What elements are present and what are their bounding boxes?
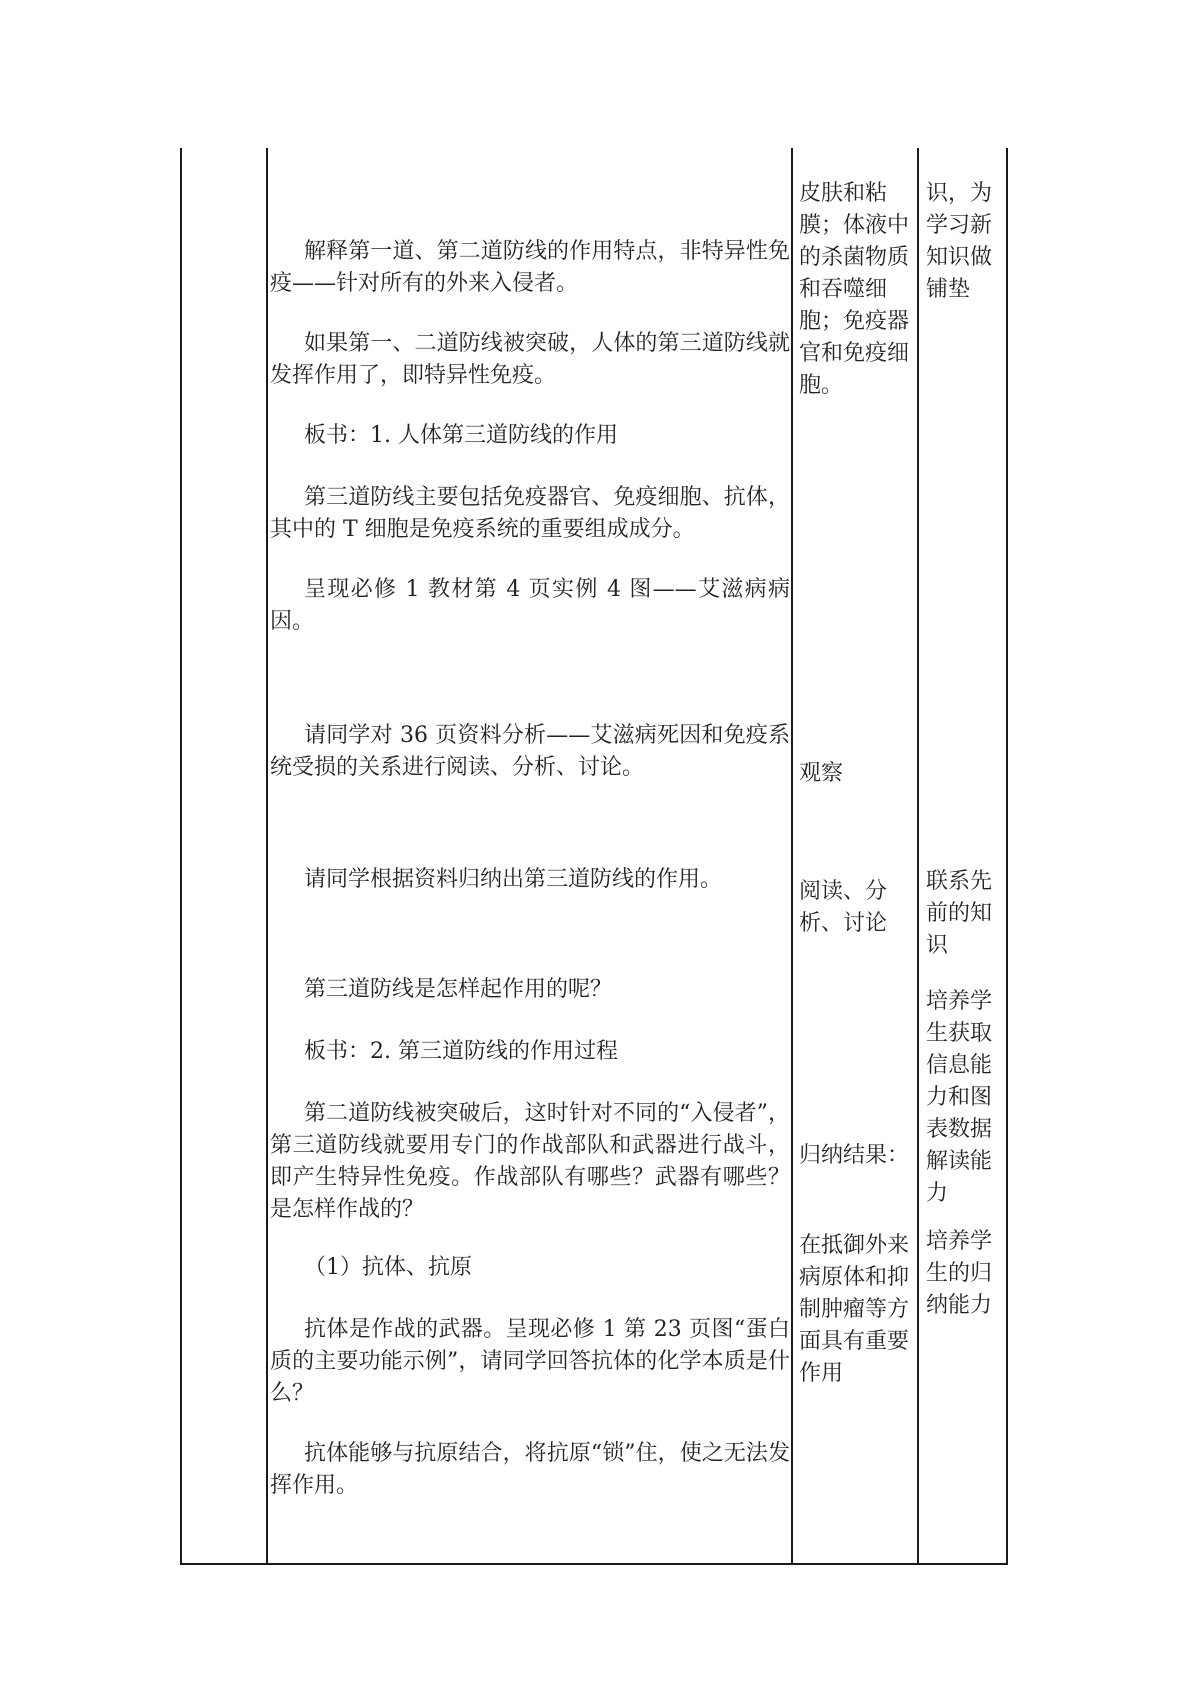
teacher-paragraph-summarize: 请同学根据资料归纳出第三道防线的作用。 bbox=[304, 867, 723, 892]
table-border-col1 bbox=[266, 148, 268, 1565]
teacher-paragraph-board-note-1: 板书：1. 人体第三道防线的作用 bbox=[304, 423, 618, 448]
table-border-col2 bbox=[791, 148, 793, 1565]
intent-induction-skills: 培养学生的归纳能力 bbox=[926, 1229, 993, 1318]
table-border-col3 bbox=[917, 148, 919, 1565]
teacher-paragraph-board-note-2: 板书：2. 第三道防线的作用过程 bbox=[304, 1039, 618, 1064]
teacher-paragraph-third-defense-parts: 第三道防线主要包括免疫器官、免疫细胞、抗体，其中的 T 细胞是免疫系统的重要组成成分。 bbox=[270, 485, 790, 542]
student-activity-summary: 归纳结果： bbox=[799, 1143, 910, 1168]
teacher-paragraph-data-analysis: 请同学对 36 页资料分析——艾滋病死因和免疫系统受损的关系进行阅读、分析、讨论。 bbox=[270, 723, 790, 780]
table-cell-student-activity bbox=[799, 148, 913, 1563]
table-cell-design-intent bbox=[926, 148, 1006, 1563]
intent-information-skills: 培养学生获取信息能力和图表数据解读能力 bbox=[926, 989, 993, 1206]
student-answer-third-defense: 在抵御外来病原体和抑制肿瘤等方面具有重要作用 bbox=[799, 1233, 910, 1386]
student-answer-defense-lines: 皮肤和粘膜；体液中的杀菌物质和吞噬细胞；免疫器官和免疫细胞。 bbox=[799, 181, 910, 398]
intent-foundation: 识，为学习新知识做铺垫 bbox=[926, 181, 993, 302]
teacher-paragraph-defense-explanation: 解释第一道、第二道防线的作用特点，非特异性免疫——针对所有的外来入侵者。 bbox=[270, 239, 790, 296]
intent-connect-knowledge: 联系先前的知识 bbox=[926, 869, 993, 958]
teacher-paragraph-antibody-function: 抗体能够与抗原结合，将抗原“锁”住，使之无法发挥作用。 bbox=[270, 1441, 790, 1498]
teacher-paragraph-subheading-antibody: （1）抗体、抗原 bbox=[304, 1255, 472, 1280]
teacher-paragraph-third-defense: 如果第一、二道防线被突破，人体的第三道防线就发挥作用了，即特异性免疫。 bbox=[270, 331, 790, 388]
teacher-paragraph-combat-metaphor: 第二道防线被突破后，这时针对不同的“入侵者”，第三道防线就要用专门的作战部队和武器进行战斗，即产生特异性免疫。作战部队有哪些？武器有哪些？是怎样作战的？ bbox=[270, 1101, 790, 1222]
teacher-paragraph-antibody-nature: 抗体是作战的武器。呈现必修 1 第 23 页图“蛋白质的主要功能示例”，请同学回答抗体的化学本质是什么？ bbox=[270, 1317, 790, 1406]
student-activity-observe: 观察 bbox=[799, 761, 844, 786]
teacher-paragraph-question: 第三道防线是怎样起作用的呢？ bbox=[304, 977, 613, 1002]
table-cell-stage bbox=[182, 148, 266, 1563]
student-activity-discuss: 阅读、分析、讨论 bbox=[799, 879, 888, 936]
table-cell-teacher-activity bbox=[270, 148, 790, 1563]
teacher-paragraph-aids-figure: 呈现必修 1 教材第 4 页实例 4 图——艾滋病病因。 bbox=[270, 577, 790, 634]
table-border-right bbox=[1006, 148, 1008, 1565]
table-border-bottom bbox=[180, 1563, 1008, 1565]
